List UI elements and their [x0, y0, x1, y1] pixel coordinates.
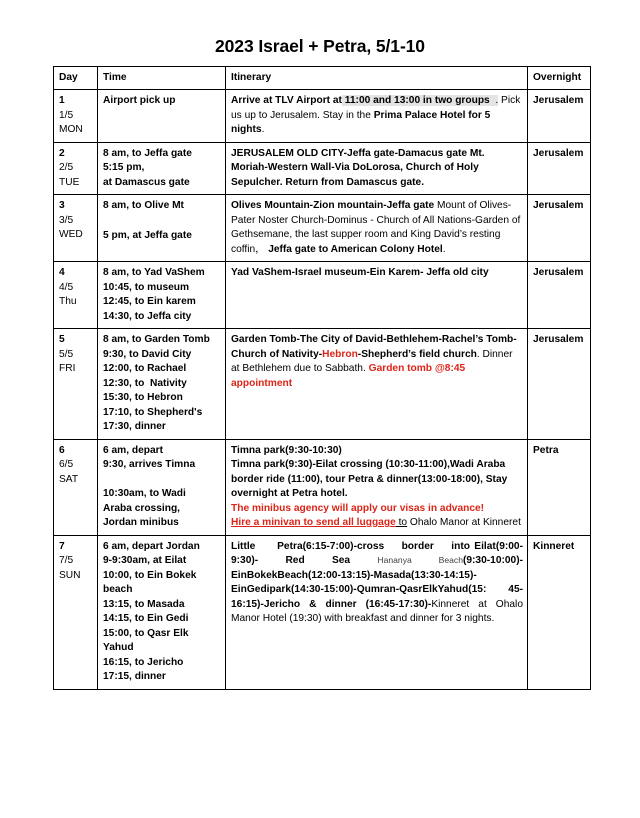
table-row: [54, 142, 591, 194]
time-line: 5:15 pm,: [103, 162, 145, 174]
table-header-row: [54, 67, 591, 90]
day-weekday: SAT: [59, 473, 79, 485]
time-line: 9:30, to David City: [103, 348, 192, 360]
time-line: 14:30, to Jeffa city: [103, 310, 192, 322]
itinerary-text: Arrive at TLV Airport at 11:00 and 13:00 in two groups . Pick us up to Jerusalem. Stay in the Prima Palace Hotel for 5 nights.: [231, 95, 521, 136]
time-line: 10:30am, to Wadi: [103, 488, 186, 500]
day-weekday: SUN: [59, 569, 81, 581]
time-line: 8 am, to Olive Mt: [103, 200, 184, 212]
time-line: 12:00, to Rachael: [103, 363, 187, 375]
time-line: 9:30, arrives Timna: [103, 459, 196, 471]
day-weekday: TUE: [59, 176, 80, 188]
time-line: Araba crossing,: [103, 502, 180, 514]
day-weekday: MON: [59, 124, 83, 136]
time-cell: [98, 439, 226, 535]
day-date: 1/5: [59, 109, 74, 121]
day-number: 4: [59, 267, 65, 279]
itinerary-cell: [226, 439, 528, 535]
day-number: 2: [59, 147, 65, 159]
time-line: 10:00, to Ein Bokek beach: [103, 569, 200, 596]
day-cell: [54, 329, 98, 439]
itinerary-text: JERUSALEM OLD CITY-Jeffa gate-Damacus gate Mt. Moriah-Western Wall-Via DoLorosa, Church of Holy Sepulcher. Return from Damascus gate.: [231, 147, 485, 188]
itinerary-text: Olives Mountain-Zion mountain-Jeffa gate Mount of Olives-Pater Noster Church-Dominus - Church of All Nations-Garden of Gethsemane, the last supper room and King David’s resting coffin， Jeffa gate to American Colony Hotel.: [231, 200, 521, 255]
time-line: 17:15, dinner: [103, 671, 166, 683]
day-number: 3: [59, 200, 65, 212]
time-line: 12:30, to Nativity: [103, 377, 187, 389]
itinerary-text: Timna park(9:30-10:30) Timna park(9:30)-Eilat crossing (10:30-11:00),Wadi Araba border ride (11:00), tour Petra & dinner(13:00-18:00), Stay overnight at Petra hotel. The minibus agency will apply our visas in advance! Hire a minivan to send all luggage to Ohalo Manor at Kinneret: [231, 444, 521, 529]
overnight-cell: Jerusalem: [528, 90, 591, 142]
itinerary-cell: [226, 90, 528, 142]
day-cell: [54, 90, 98, 142]
column-header-time: Time: [98, 67, 226, 90]
table-row: [54, 535, 591, 689]
itinerary-cell: [226, 142, 528, 194]
day-weekday: Thu: [59, 296, 77, 308]
time-line: 8 am, to Jeffa gate: [103, 147, 192, 159]
time-cell: [98, 142, 226, 194]
itinerary-text: Yad VaShem-Israel museum-Ein Karem- Jeffa old city: [231, 267, 489, 279]
time-line: 15:30, to Hebron: [103, 392, 183, 404]
time-line: 12:45, to Ein karem: [103, 296, 196, 308]
day-cell: [54, 195, 98, 262]
page-title: 2023 Israel + Petra, 5/1-10: [215, 36, 425, 56]
time-line: 17:10, to Shepherd's: [103, 406, 203, 418]
column-header-overnight: Overnight: [528, 67, 591, 90]
time-line-spacer: [103, 214, 221, 229]
time-line: Airport pick up: [103, 95, 176, 107]
day-cell: [54, 142, 98, 194]
day-cell: [54, 439, 98, 535]
overnight-cell: Petra: [528, 439, 591, 535]
itinerary-cell: [226, 535, 528, 689]
column-header-itinerary: Itinerary: [226, 67, 528, 90]
column-header-day: Day: [54, 67, 98, 90]
time-line: 9-9:30am, at Eilat: [103, 555, 187, 567]
itinerary-cell: [226, 262, 528, 329]
day-weekday: FRI: [59, 363, 76, 375]
itinerary-table: [53, 66, 591, 690]
overnight-cell: Jerusalem: [528, 142, 591, 194]
day-number: 1: [59, 95, 65, 107]
table-row: [54, 195, 591, 262]
time-line: Jordan minibus: [103, 517, 179, 529]
itinerary-cell: [226, 329, 528, 439]
time-line: 14:15, to Ein Gedi: [103, 613, 189, 625]
table-row: [54, 329, 591, 439]
time-cell: [98, 262, 226, 329]
day-weekday: WED: [59, 229, 83, 241]
day-date: 4/5: [59, 281, 74, 293]
itinerary-text: Little Petra(6:15-7:00)-cross border into Eilat(9:00-9:30)- Red Sea Hananya Beach(9:30-10:00)-EinBokekBeach(12:00-13:15)-Masada(13:30-14:15)-EinGedipark(14:30-15:00)-Qumran-QasrElkYahud(15: 45-16:15)-Jericho & dinner (16:45-17:30)-Kinneret at Ohalo Manor Hotel (19:30) with breakfast and dinner for 3 nights.: [231, 540, 524, 625]
time-cell: [98, 329, 226, 439]
time-line: 6 am, depart: [103, 444, 164, 456]
time-line: 10:45, to museum: [103, 281, 190, 293]
time-line-spacer: [103, 473, 221, 488]
time-line: 17:30, dinner: [103, 421, 166, 433]
overnight-cell: Kinneret: [528, 535, 591, 689]
table-row: [54, 439, 591, 535]
day-number: 5: [59, 334, 65, 346]
overnight-cell: Jerusalem: [528, 329, 591, 439]
overnight-cell: Jerusalem: [528, 195, 591, 262]
itinerary-cell: [226, 195, 528, 262]
time-cell: [98, 195, 226, 262]
day-cell: [54, 535, 98, 689]
day-cell: [54, 262, 98, 329]
time-line: 8 am, to Garden Tomb: [103, 334, 210, 346]
day-number: 7: [59, 540, 65, 552]
time-line: 13:15, to Masada: [103, 598, 185, 610]
time-cell: [98, 90, 226, 142]
day-date: 7/5: [59, 555, 74, 567]
day-date: 5/5: [59, 348, 74, 360]
time-line: at Damascus gate: [103, 176, 190, 188]
time-line: 16:15, to Jericho: [103, 656, 184, 668]
time-line: 5 pm, at Jeffa gate: [103, 229, 192, 241]
day-date: 2/5: [59, 162, 74, 174]
table-row: [54, 90, 591, 142]
table-row: [54, 262, 591, 329]
overnight-cell: Jerusalem: [528, 262, 591, 329]
time-cell: [98, 535, 226, 689]
itinerary-text: Garden Tomb-The City of David-Bethlehem-Rachel’s Tomb-Church of Nativity-Hebron-Shepherd’s field church. Dinner at Bethlehem due to Sabbath. Garden tomb @8:45 appointment: [231, 334, 517, 389]
day-number: 6: [59, 444, 65, 456]
day-date: 6/5: [59, 459, 74, 471]
time-line: 6 am, depart Jordan: [103, 540, 200, 552]
time-line: 8 am, to Yad VaShem: [103, 267, 205, 279]
day-date: 3/5: [59, 214, 74, 226]
time-line: 15:00, to Qasr Elk Yahud: [103, 627, 192, 654]
